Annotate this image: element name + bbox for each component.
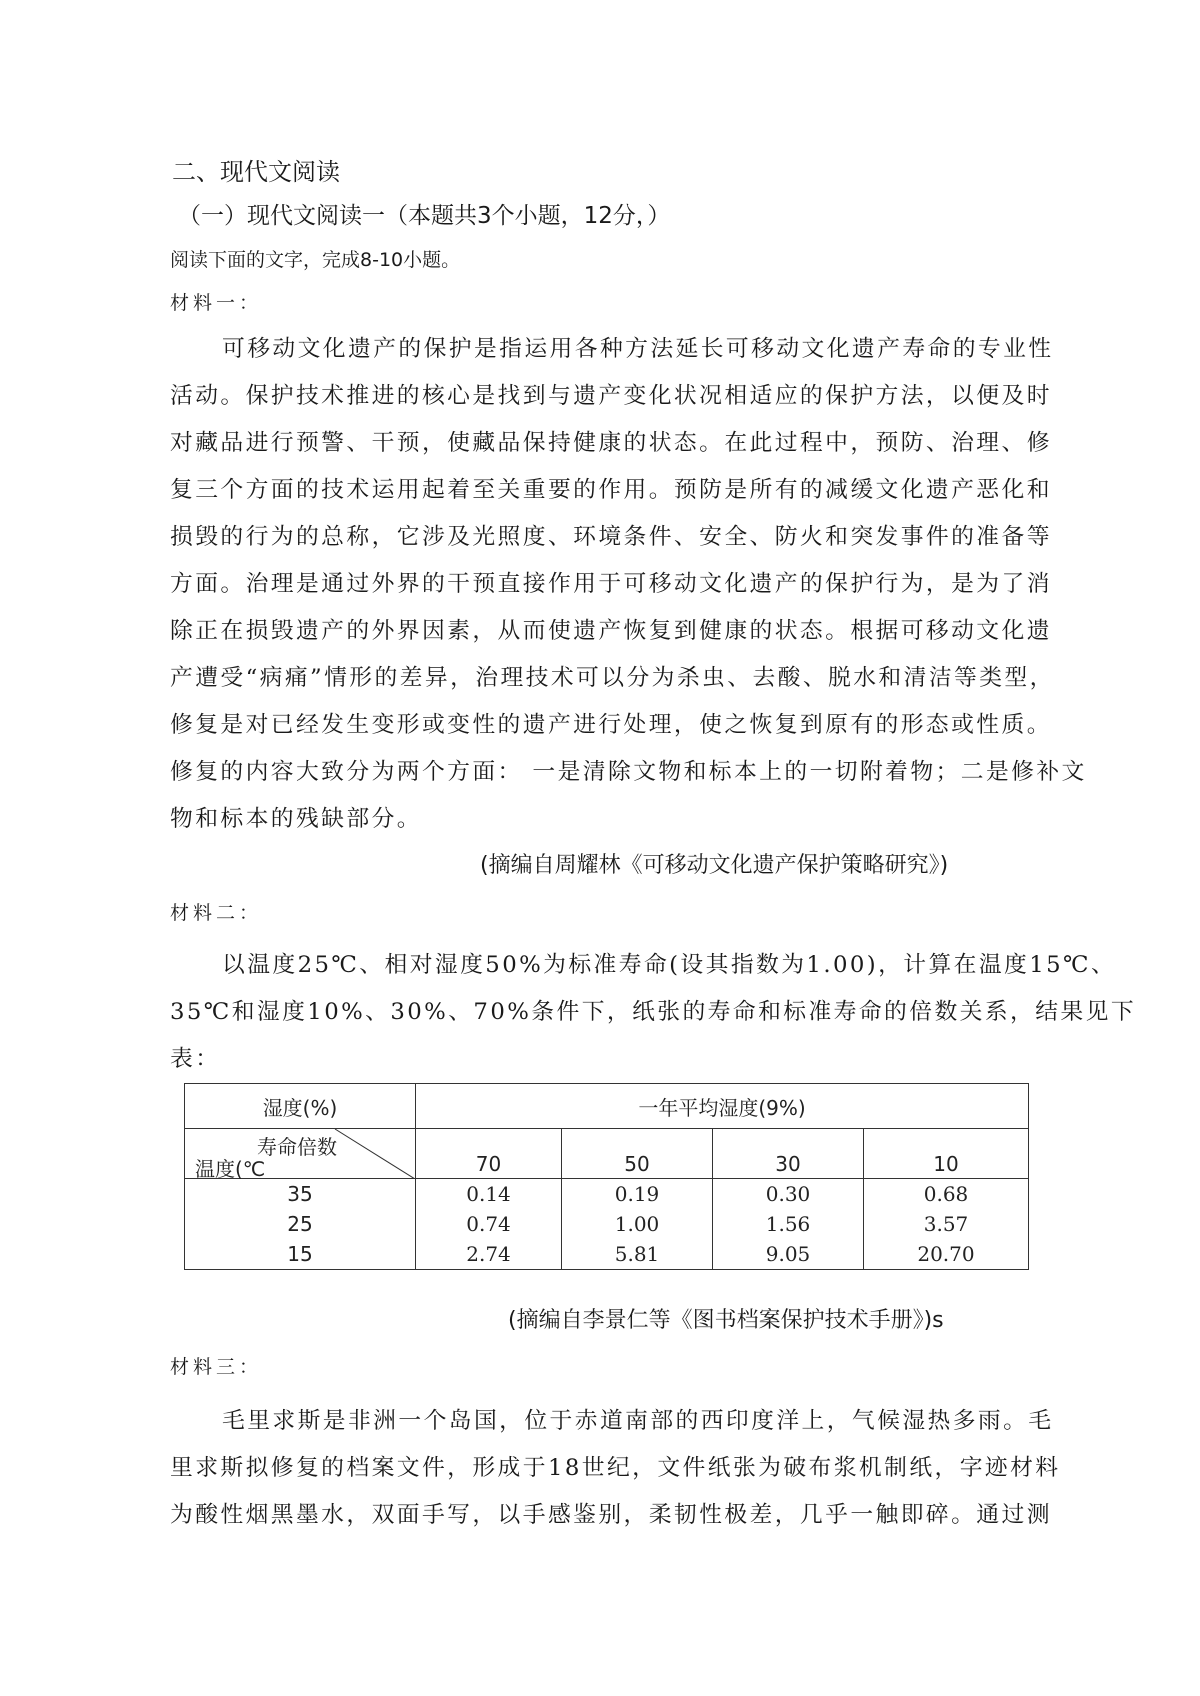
humidity-col: 50 (562, 1129, 713, 1179)
value-cell: 0.19 (614, 1182, 660, 1206)
instruction: 阅读下面的文字，完成8-10小题。 (170, 249, 461, 271)
humidity-col: 70 (416, 1129, 562, 1179)
material3-line: 为酸性烟黑墨水，双面手写，以手感鉴别，柔韧性极差，几乎一触即碎。通过测 (170, 1502, 1052, 1528)
value-cell: 0.14 (466, 1182, 511, 1206)
material1-line: 除正在损毁遗产的外界因素，从而使遗产恢复到健康的状态。根据可移动文化遗 (170, 618, 1052, 644)
material2-line: 35℃和湿度10%、30%、70%条件下，纸张的寿命和标准寿命的倍数关系，结果见下 (170, 999, 1137, 1025)
value-column (713, 1179, 864, 1270)
sub-title: （一）现代文阅读一（本题共3个小题，12分，） (178, 203, 671, 229)
lifespan-table (184, 1083, 1029, 1270)
temp-cell: 15 (287, 1242, 313, 1266)
material3-line: 毛里求斯是非洲一个岛国，位于赤道南部的西印度洋上，气候湿热多雨。毛 (222, 1408, 1054, 1434)
material1-line: 复三个方面的技术运用起着至关重要的作用。预防是所有的减缓文化遗产恶化和 (170, 477, 1052, 503)
material3-line: 里求斯拟修复的档案文件，形成于18世纪，文件纸张为破布浆机制纸，字迹材料 (170, 1455, 1061, 1481)
value-cell: 2.74 (466, 1242, 511, 1266)
humidity-header: 湿度(%) (185, 1084, 416, 1129)
humidity-col: 10 (864, 1129, 1029, 1179)
material2-line: 以温度25℃、相对湿度50%为标准寿命(设其指数为1.00)，计算在温度15℃、 (222, 952, 1117, 978)
material1-line: 对藏品进行预警、干预，使藏品保持健康的状态。在此过程中，预防、治理、修 (170, 430, 1052, 456)
value-cell: 5.81 (614, 1242, 660, 1266)
material3-label: 材料三： (170, 1356, 263, 1378)
material2-line: 表： (170, 1046, 221, 1072)
material1-line: 损毁的行为的总称，它涉及光照度、环境条件、安全、防火和突发事件的准备等 (170, 524, 1052, 550)
material1-line: 修复的内容大致分为两个方面： 一是清除文物和标本上的一切附着物；二是修补文 (170, 759, 1087, 785)
diag-top-label: 寿命倍数 (257, 1135, 337, 1159)
temperature-column (185, 1179, 416, 1270)
value-column (562, 1179, 713, 1270)
section-title: 二、现代文阅读 (172, 158, 340, 186)
material1-line: 活动。保护技术推进的核心是找到与遗产变化状况相适应的保护方法，以便及时 (170, 383, 1052, 409)
temp-cell: 25 (287, 1212, 313, 1236)
material2-label: 材料二： (170, 902, 263, 924)
avg-humidity-header: 一年平均湿度(9%) (416, 1084, 1029, 1129)
value-cell: 3.57 (923, 1212, 969, 1236)
value-column (864, 1179, 1029, 1270)
value-column (416, 1179, 562, 1270)
value-cell: 0.68 (923, 1182, 969, 1206)
material1-line: 可移动文化遗产的保护是指运用各种方法延长可移动文化遗产寿命的专业性 (222, 336, 1054, 362)
material1-source: (摘编自周耀林《可移动文化遗产保护策略研究》) (480, 853, 949, 878)
humidity-col: 30 (713, 1129, 864, 1179)
material1-line: 物和标本的残缺部分。 (170, 806, 422, 832)
material1-label: 材料一： (170, 292, 263, 314)
value-cell: 0.74 (466, 1212, 511, 1236)
value-cell: 0.30 (765, 1182, 811, 1206)
material2-source: (摘编自李景仁等《图书档案保护技术手册》)s (508, 1308, 944, 1333)
value-cell: 9.05 (765, 1242, 811, 1266)
diagonal-header-cell (185, 1129, 416, 1179)
material1-line: 产遭受“病痛”情形的差异，治理技术可以分为杀虫、去酸、脱水和清洁等类型， (170, 665, 1055, 691)
temp-cell: 35 (287, 1182, 313, 1206)
value-cell: 1.00 (614, 1212, 660, 1236)
diag-bottom-label: 温度(℃ (195, 1157, 266, 1181)
value-cell: 1.56 (765, 1212, 811, 1236)
material1-line: 修复是对已经发生变形或变性的遗产进行处理，使之恢复到原有的形态或性质。 (170, 712, 1052, 738)
material1-line: 方面。治理是通过外界的干预直接作用于可移动文化遗产的保护行为，是为了消 (170, 571, 1052, 597)
value-cell: 20.70 (917, 1242, 975, 1266)
